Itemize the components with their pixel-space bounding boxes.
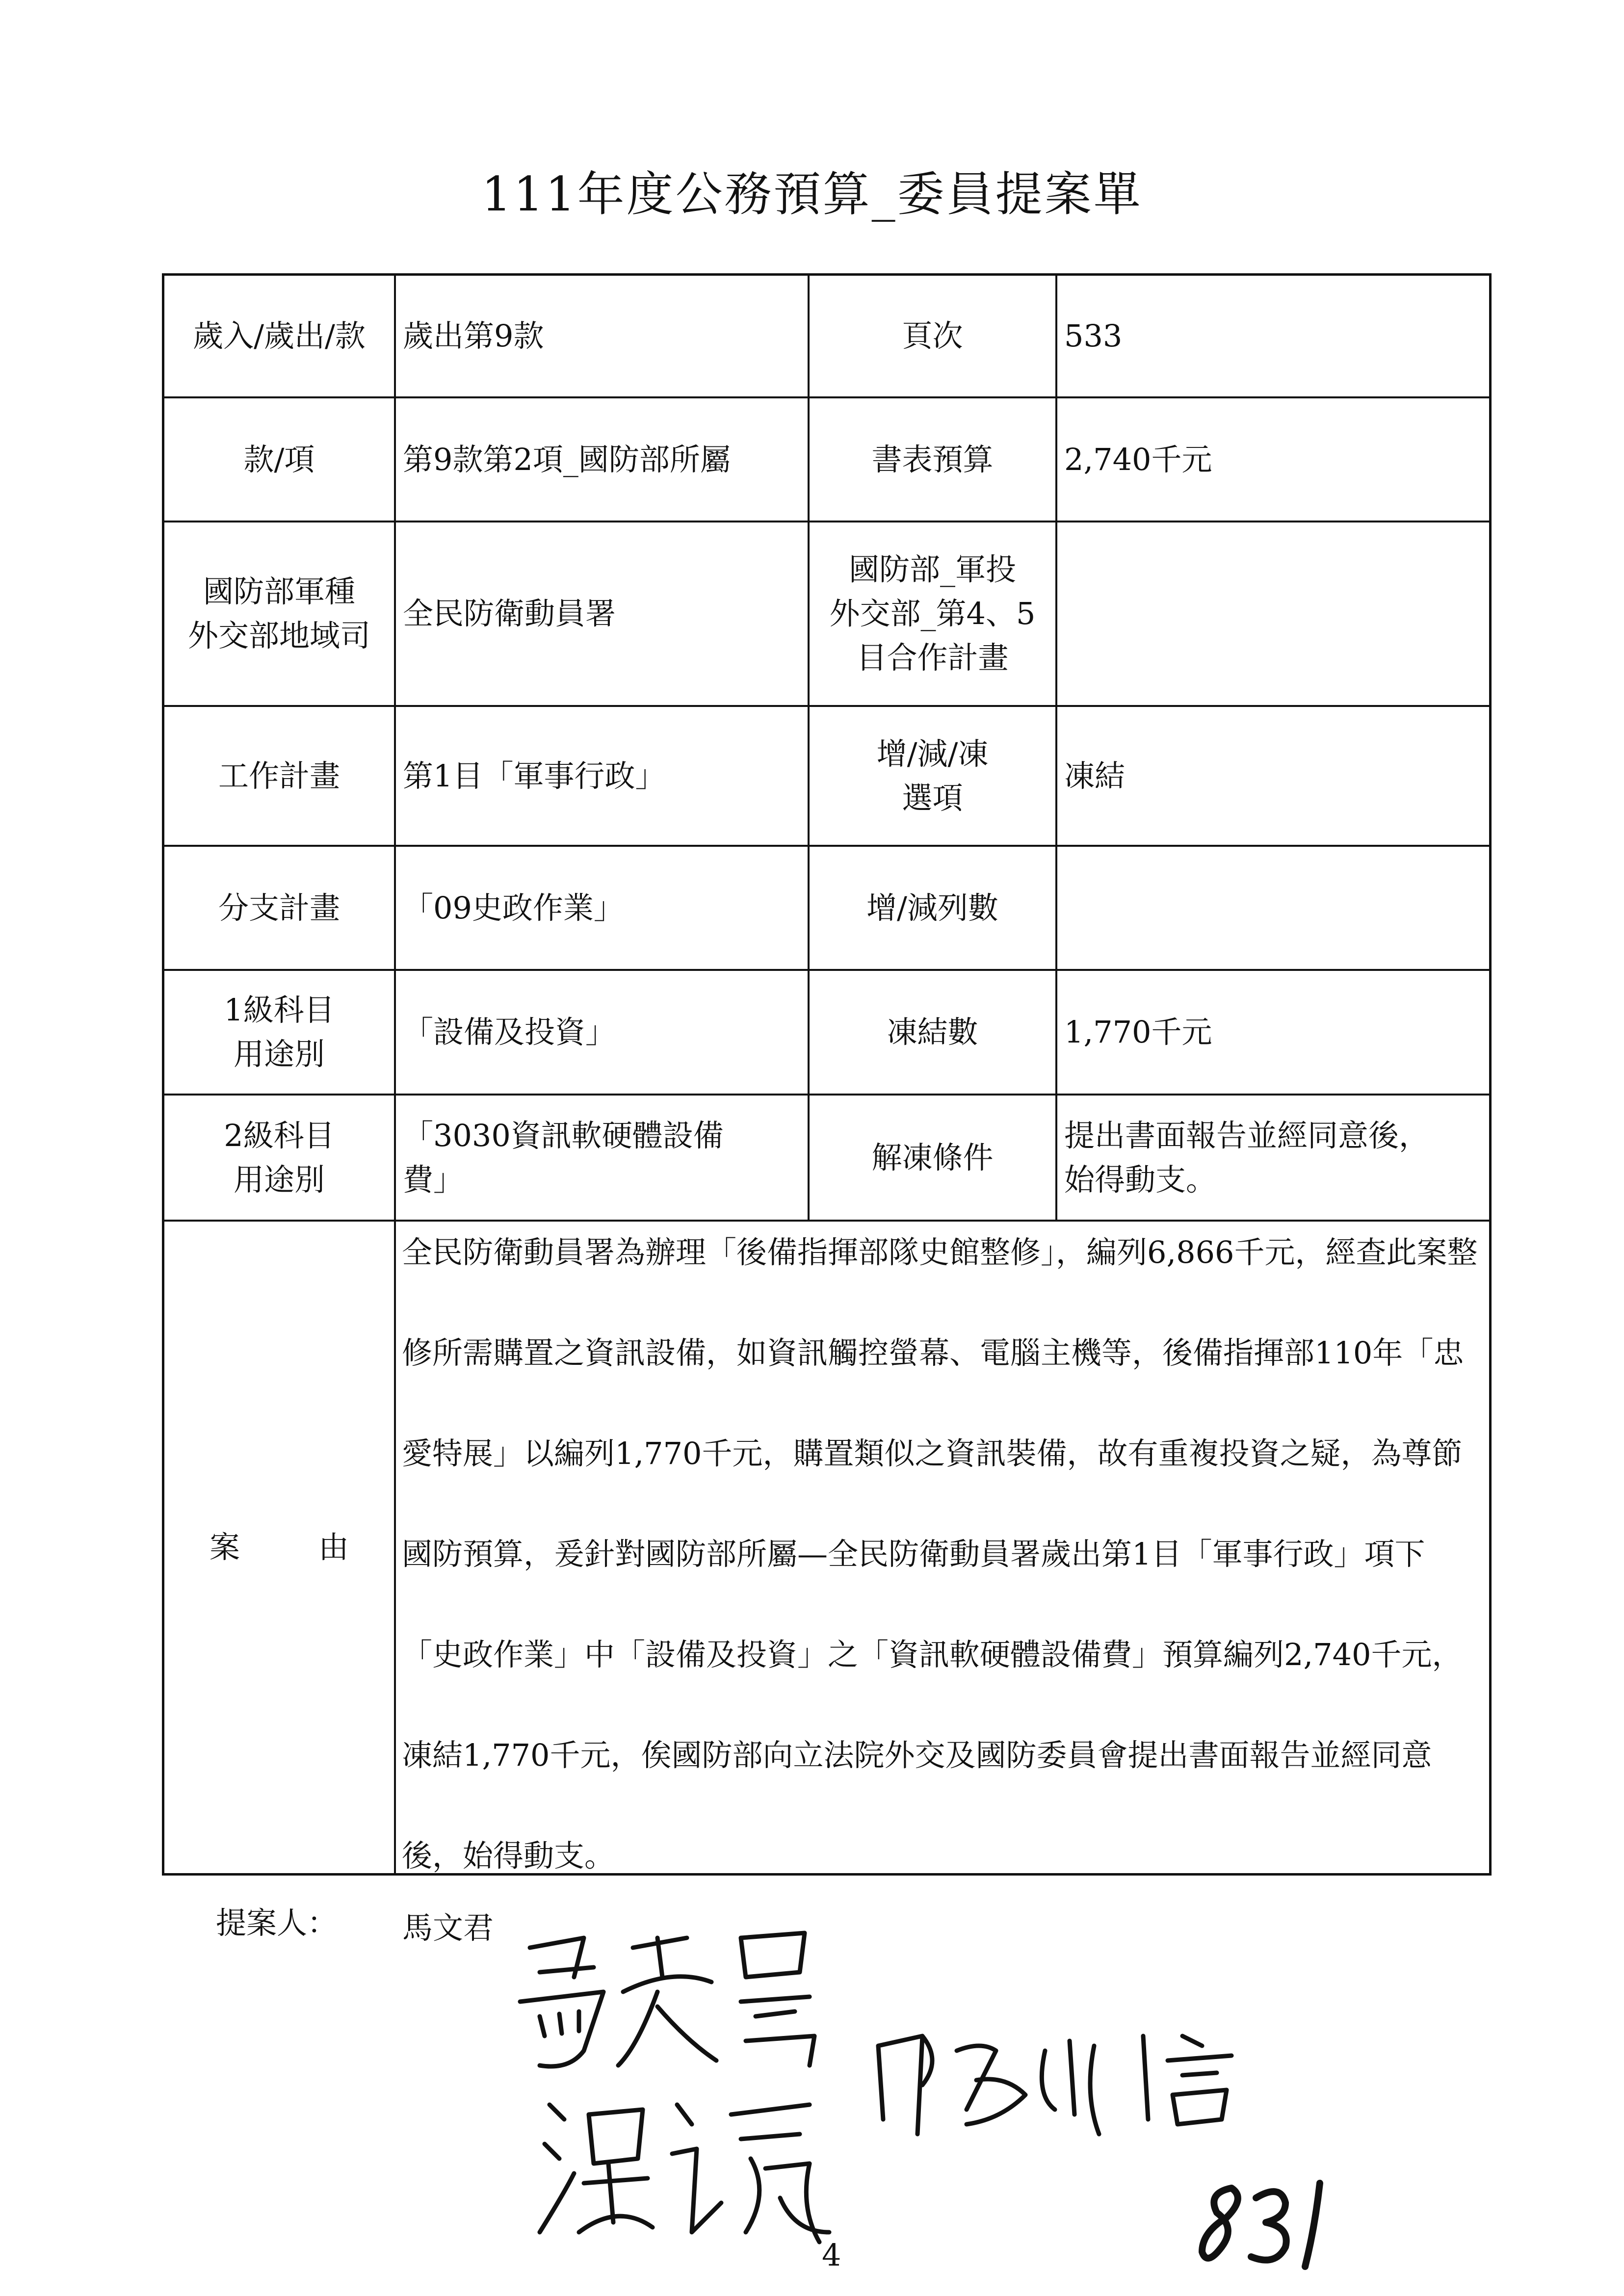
field-value (1057, 847, 1489, 969)
field-value: 1,770千元 (1064, 1014, 1212, 1050)
field-label: 歲入/歲出/款 (164, 276, 396, 396)
field-value: 提出書面報告並經同意後， 始得動支。 (1064, 1117, 1430, 1198)
table-row (164, 707, 1489, 847)
signature-ma-wenjun (510, 1918, 824, 2082)
signature-wen-yuxia (535, 2085, 839, 2254)
field-label: 國防部_軍投 外交部_第4、5 目合作計畫 (810, 522, 1057, 705)
table-row (164, 971, 1489, 1096)
field-label: 頁次 (810, 276, 1057, 396)
field-label: 1級科目 用途別 (164, 971, 396, 1094)
field-value: 第9款第2項_國防部所屬 (396, 398, 810, 521)
field-label: 書表預算 (810, 398, 1057, 521)
table-row (164, 276, 1489, 398)
reason-text: 全民防衛動員署為辦理「後備指揮部隊史館整修」，編列6,866千元，經查此案整修所需購置之資訊設備，如資訊觸控螢幕、電腦主機等，後備指揮部110年「忠愛特展」以編列1,770千元，購置類似之資訊裝備，故有重複投資之疑，為尊節國防預算，爰針對國防部所屬—全民防衛動員署歲出第1目「軍事行政」項下「史政作業」中「設備及投資」之「資訊軟硬體設備費」預算編列2,740千元，凍結1,770千元，俟國防部向立法院外交及國防委員會提出書面報告並經同意後，始得動支。 (402, 1234, 1478, 1874)
field-label: 2級科目 用途別 (164, 1096, 396, 1220)
field-label: 分支計畫 (164, 847, 396, 969)
proposer-label: 提案人： (216, 1905, 338, 1941)
field-value: 歲出第9款 (396, 276, 810, 396)
table-row (164, 522, 1489, 707)
field-value: 第1目「軍事行政」 (396, 707, 810, 845)
proposal-form-table (162, 273, 1492, 1876)
reason-label: 案由 (164, 1222, 396, 1873)
field-value: 凍結 (1064, 757, 1126, 794)
signature-chen-yixin (868, 2021, 1241, 2151)
field-label: 增/減列數 (810, 847, 1057, 969)
field-value: 「設備及投資」 (396, 971, 810, 1094)
page-title: 111年度公務預算_委員提案單 (481, 167, 1143, 222)
page-number: 4 (822, 2237, 841, 2273)
proposer-name: 馬文君 (402, 1910, 494, 1946)
field-value: 「3030資訊軟硬體設備 費」 (396, 1096, 810, 1220)
field-label: 工作計畫 (164, 707, 396, 845)
field-label: 凍結數 (810, 971, 1057, 1094)
field-label: 解凍條件 (810, 1096, 1057, 1220)
table-row (164, 398, 1489, 522)
field-label: 國防部軍種 外交部地域司 (164, 522, 396, 705)
field-value (1057, 522, 1489, 705)
field-label: 增/減/凍 選項 (810, 707, 1057, 845)
field-label: 款/項 (164, 398, 396, 521)
table-row (164, 847, 1489, 971)
field-value: 全民防衛動員署 (396, 522, 810, 705)
table-row-reason (164, 1222, 1489, 1873)
handwritten-number (1197, 2173, 1339, 2273)
field-value: 2,740千元 (1064, 441, 1212, 477)
field-value: 「09史政作業」 (396, 847, 810, 969)
field-value: 533 (1064, 318, 1123, 354)
